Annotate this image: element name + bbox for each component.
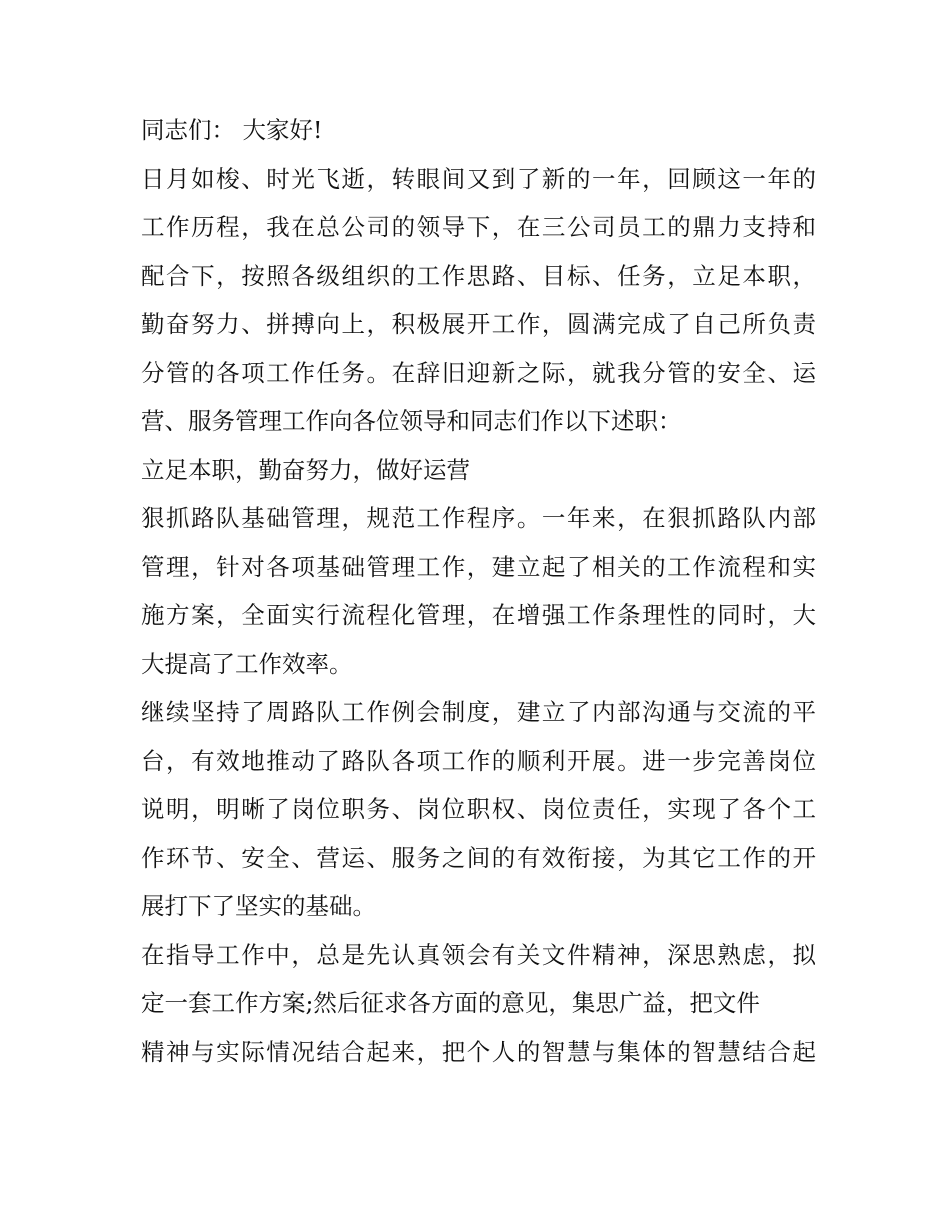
text-line: 施方案，全面实行流程化管理，在增强工作条理性的同时，大 [141, 601, 816, 629]
paragraph-opening [141, 155, 816, 446]
text-line: 配合下，按照各级组织的工作思路、目标、任务，立足本职， [141, 261, 816, 290]
text-line: 定一套工作方案;然后征求各方面的意见，集思广益，把文件 [141, 989, 760, 1017]
section-heading [141, 446, 816, 495]
text-line: 作环节、安全、营运、服务之间的有效衔接，为其它工作的开 [141, 843, 816, 872]
text-line: 日月如梭、时光飞逝，转眼间又到了新的一年，回顾这一年的 [141, 164, 816, 193]
text-line: 继续坚持了周路队工作例会制度，建立了内部沟通与交流的平 [141, 698, 816, 726]
text-line: 工作历程，我在总公司的领导下，在三公司员工的鼎力支持和 [141, 213, 816, 241]
paragraph-management [141, 494, 816, 688]
heading-line: 立足本职，勤奋努力，做好运营 [141, 455, 470, 484]
text-line: 狠抓路队基础管理，规范工作程序。一年来，在狠抓路队内部 [141, 504, 816, 532]
text-line: 台，有效地推动了路队各项工作的顺利开展。进一步完善岗位 [141, 746, 816, 775]
text-line: 大提高了工作效率。 [141, 649, 353, 678]
text-line: 在指导工作中，总是先认真领会有关文件精神，深思熟虑，拟 [141, 940, 816, 969]
paragraph-meetings [141, 688, 816, 931]
text-line: 营、服务管理工作向各位领导和同志们作以下述职： [141, 407, 682, 435]
text-line: 管理，针对各项基础管理工作，建立起了相关的工作流程和实 [141, 552, 816, 581]
paragraph-guidance [141, 931, 816, 1077]
greeting: 同志们： 大家好! [141, 116, 323, 144]
text-line: 说明，明晰了岗位职务、岗位职权、岗位责任，实现了各个工 [141, 795, 816, 823]
text-line: 精神与实际情况结合起来，把个人的智慧与集体的智慧结合起 [141, 1037, 816, 1066]
text-line: 分管的各项工作任务。在辞旧迎新之际，就我分管的安全、运 [141, 358, 816, 387]
document-body [141, 106, 816, 1076]
text-line: 展打下了坚实的基础。 [141, 892, 376, 920]
text-line: 勤奋努力、拼搏向上，积极展开工作，圆满完成了自己所负责 [141, 310, 816, 338]
